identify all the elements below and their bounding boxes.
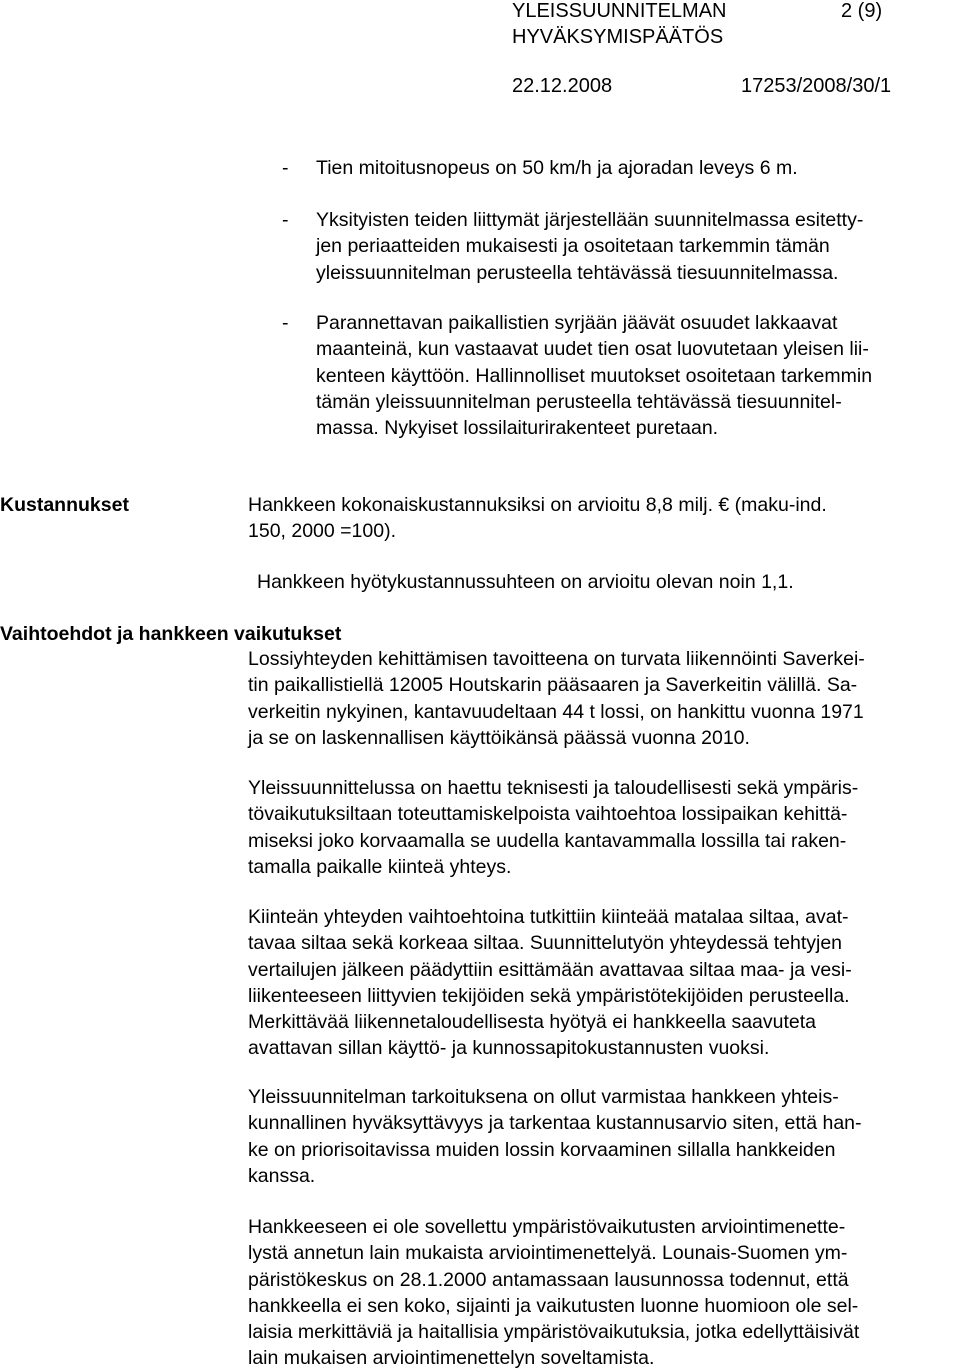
paragraph: [248, 775, 858, 880]
text-line: tövaikutuksiltaan toteuttamiskelpoista vaihtoehtoa lossipaikan kehittä-: [248, 803, 848, 826]
text-line: Tien mitoitusnopeus on 50 km/h ja ajoradan leveys 6 m.: [316, 157, 798, 179]
text-line: 150, 2000 =100).: [248, 520, 397, 543]
text-line: Hankkeeseen ei ole sovellettu ympäristövaikutusten arviointimenette-: [248, 1216, 846, 1238]
text-line: Lossiyhteyden kehittämisen tavoitteena on turvata liikennöinti Saverkei-: [248, 648, 865, 670]
bullet-text: [316, 155, 798, 181]
doc-title-line-1: YLEISSUUNNITELMAN: [512, 0, 727, 22]
text-line: hankkeella ei sen koko, sijainti ja vaikutusten luonne huomioon ole sel-: [248, 1294, 859, 1317]
cost-benefit-ratio: [257, 569, 794, 595]
bullet-text: [316, 310, 872, 441]
text-line: yleissuunnitelman perusteella tehtävässä tiesuunnitelmassa.: [316, 261, 839, 284]
text-line: tämän yleissuunnitelman perusteella tehtävässä tiesuunnitel-: [316, 390, 842, 413]
bullet-dash: -: [282, 157, 289, 179]
text-line: maanteinä, kun vastaavat uudet tien osat luovutetaan yleisen lii-: [316, 338, 869, 361]
document-date: 22.12.2008: [512, 75, 613, 97]
text-line: liikenteeseen liittyvien tekijöiden sekä ympäristötekijöiden perusteella.: [248, 984, 850, 1007]
text-line: Yleissuunnitelman tarkoituksena on ollut varmistaa hankkeen yhteis-: [248, 1086, 839, 1108]
bullet-dash: -: [282, 209, 289, 231]
text-line: tavaa siltaa sekä korkeaa siltaa. Suunnittelutyön yhteydessä tehtyjen: [248, 932, 843, 955]
text-line: lystä annetun lain mukaista arviointimenettelyä. Lounais-Suomen ym-: [248, 1242, 848, 1265]
doc-title-line-2: HYVÄKSYMISPÄÄTÖS: [512, 26, 724, 48]
text-line: kenteen käyttöön. Hallinnolliset muutokset osoitetaan tarkemmin: [316, 364, 873, 387]
text-line: jen periaatteiden mukaisesti ja osoitetaan tarkemmin tämän: [316, 235, 830, 258]
text-line: avattavan sillan käyttö- ja kunnossapitokustannusten vuoksi.: [248, 1037, 770, 1060]
text-line: massa. Nykyiset lossilaiturirakenteet puretaan.: [316, 417, 719, 440]
text-line: Parannettavan paikallistien syrjään jäävät osuudet lakkaavat: [316, 312, 838, 334]
text-line: miseksi joko korvaamalla se uudella kantavammalla lossilla tai raken-: [248, 829, 847, 852]
text-line: verkeitin nykyinen, kantavuudeltaan 44 t lossi, on hankittu vuonna 1971: [248, 700, 864, 723]
section-heading-vaihtoehdot: Vaihtoehdot ja hankkeen vaikutukset: [0, 623, 342, 645]
text-line: tamalla paikalle kiinteä yhteys.: [248, 855, 512, 878]
text-line: Kiinteän yhteyden vaihtoehtoina tutkittiin kiinteää matalaa siltaa, avat-: [248, 906, 849, 928]
paragraph: [248, 646, 865, 751]
bullet-text: [316, 207, 863, 286]
text-line: kunnallinen hyväksyttävyys ja tarkentaa kustannusarvio siten, että han-: [248, 1112, 862, 1135]
text-line: Hankkeen kokonaiskustannuksiksi on arvioitu 8,8 milj. € (maku-ind.: [248, 494, 827, 516]
text-line: päristökeskus on 28.1.2000 antamassaan lausunnossa todennut, että: [248, 1268, 849, 1291]
text-line: lain mukaisen arviointimenettelyn soveltamista.: [248, 1347, 655, 1370]
text-line: vertailujen jälkeen päädyttiin esittämään avattavaa siltaa maa- ja vesi-: [248, 958, 852, 981]
paragraph: [248, 1084, 862, 1189]
text-line: Merkittävää liikennetaloudellisesta hyötyä ei hankkeella saavuteta: [248, 1011, 817, 1034]
text-line: Hankkeen hyötykustannussuhteen on arvioitu olevan noin 1,1.: [257, 571, 794, 593]
text-line: ke on priorisoitavissa muiden lossin korvaaminen sillalla hankkeiden: [248, 1138, 836, 1161]
text-line: ja se on laskennallisen käyttöikänsä päässä vuonna 2010.: [248, 726, 750, 749]
section-heading-kustannukset: Kustannukset: [0, 494, 129, 516]
costs-text: [248, 492, 827, 545]
text-line: tin paikallistiellä 12005 Houtskarin pääsaaren ja Saverkeitin välillä. Sa-: [248, 674, 858, 697]
paragraph: [248, 1214, 859, 1372]
text-line: laisia merkittäviä ja haitallisia ympäristövaikutuksia, jotka edellyttäisivät: [248, 1321, 860, 1344]
text-line: kanssa.: [248, 1164, 316, 1187]
reference-number: 17253/2008/30/1: [741, 75, 892, 97]
paragraph: [248, 904, 852, 1062]
text-line: Yleissuunnittelussa on haettu teknisesti ja taloudellisesti sekä ympäris-: [248, 777, 859, 799]
page-number: 2 (9): [841, 0, 883, 22]
bullet-dash: -: [282, 312, 289, 334]
text-line: Yksityisten teiden liittymät järjestellään suunnitelmassa esitetty-: [316, 209, 864, 231]
